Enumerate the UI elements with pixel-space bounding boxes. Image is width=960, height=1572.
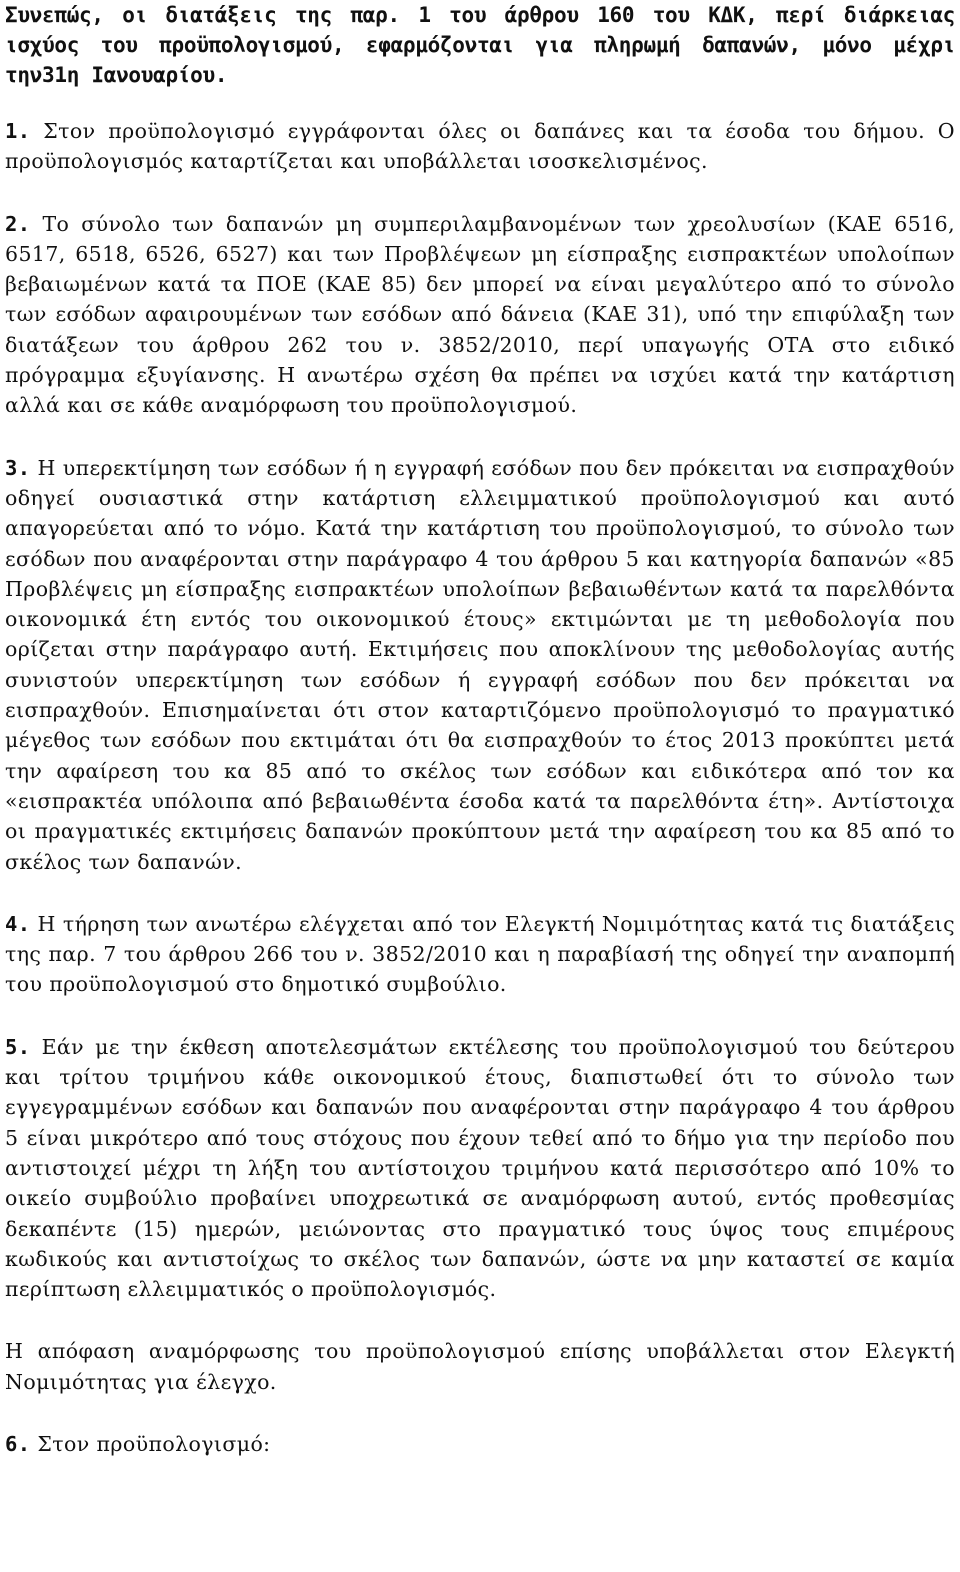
paragraph-6 — [5, 1429, 955, 1459]
spacer — [5, 1397, 955, 1429]
paragraph-4 — [5, 909, 955, 1000]
intro-paragraph: Συνεπώς, οι διατάξεις της παρ. 1 του άρθρου 160 του ΚΔΚ, περί διάρκειας ισχύος του προϋπολογισμού, εφαρμόζονται για πληρωμή δαπανών, μόνο μέχρι την31η Ιανουαρίου. — [5, 3, 955, 87]
paragraph-5 — [5, 1032, 955, 1305]
spacer — [5, 421, 955, 453]
spacer — [5, 1000, 955, 1032]
paragraph-4-text: Η τήρηση των ανωτέρω ελέγχεται από τον Ελεγκτή Νομιμότητας κατά τις διατάξεις της παρ. 7 του άρθρου 266 του ν. 3852/2010 και η παραβίασή της οδηγεί την αναπομπή του προϋπολογισμού στο δημοτικό συμβούλιο. — [5, 911, 955, 997]
paragraph-1 — [5, 116, 955, 177]
paragraph-5-number: 5. — [5, 1034, 31, 1059]
paragraph-5-text: Εάν με την έκθεση αποτελεσμάτων εκτέλεσης του προϋπολογισμού του δεύτερου και τρίτου τριμήνου κάθε οικονομικού έτους, διαπιστωθεί ότι το σύνολο των εγγεγραμμένων εσόδων και δαπανών που αναφέρονται στην παράγραφο 4 του άρθρου 5 είναι μικρότερο από τους στόχους που έχουν τεθεί από το δήμο για την περίοδο που αντιστοιχεί μέχρι τη λήξη του αντίστοιχου τριμήνου κατά περισσότερο από 10% το οικείο συμβούλιο προβαίνει υποχρεωτικά σε αναμόρφωση αυτού, εντός προθεσμίας δεκαπέντε (15) ημερών, μειώνοντας στο πραγματικό τους ύψος τους επιμέρους κωδικούς και αντιστοίχως το σκέλος των δαπανών, ώστε να μην καταστεί σε καμία περίπτωση ελλειμματικός ο προϋπολογισμός. — [5, 1034, 955, 1302]
spacer — [5, 1304, 955, 1336]
paragraph-3-text: Η υπερεκτίμηση των εσόδων ή η εγγραφή εσόδων που δεν πρόκειται να εισπραχθούν οδηγεί ουσιαστικά στην κατάρτιση ελλειμματικού προϋπολογισμού και αυτό απαγορεύεται από το νόμο. Κατά την κατάρτιση του προϋπολογισμού, το σύνολο των εσόδων που αναφέρονται στην παράγραφο 4 του άρθρου 5 και κατηγορία δαπανών «85 Προβλέψεις μη είσπραξης εισπρακτέων υπολοίπων βεβαιωθέντων κατά τα παρελθόντα οικονομικά έτη εντός του οικονομικού έτους» εκτιμώνται με τη μεθοδολογία που ορίζεται στην παράγραφο αυτή. Εκτιμήσεις που αποκλίνουν της μεθοδολογίας αυτής συνιστούν υπερεκτίμηση των εσόδων ή εγγραφή εσόδων που δεν πρόκειται να εισπραχθούν. Επισημαίνεται ότι στον καταρτιζόμενο προϋπολογισμό το πραγματικό μέγεθος των εσόδων που εκτιμάται ότι θα εισπραχθούν το έτος 2013 προκύπτει μετά την αφαίρεση του κα 85 από το σκέλος των εσόδων και ειδικότερα από τον κα «εισπρακτέα υπόλοιπα από βεβαιωθέντα έσοδα κατά τα παρελθόντα έτη». Αντίστοιχα οι πραγματικές εκτιμήσεις δαπανών προκύπτουν μετά την αφαίρεση του κα 85 από το σκέλος των δαπανών. — [5, 455, 955, 874]
closing-paragraph: Η απόφαση αναμόρφωσης του προϋπολογισμού επίσης υποβάλλεται στον Ελεγκτή Νομιμότητας για έλεγχο. — [5, 1339, 955, 1394]
spacer — [5, 90, 955, 116]
paragraph-6-number: 6. — [5, 1431, 31, 1456]
paragraph-2 — [5, 209, 955, 421]
paragraph-1-text: Στον προϋπολογισμό εγγράφονται όλες οι δαπάνες και τα έσοδα του δήμου. Ο προϋπολογισμός καταρτίζεται και υποβάλλεται ισοσκελισμένος. — [5, 119, 955, 174]
spacer — [5, 177, 955, 209]
spacer — [5, 877, 955, 909]
paragraph-6-text: Στον προϋπολογισμό: — [30, 1431, 271, 1456]
paragraph-2-number: 2. — [5, 211, 31, 236]
paragraph-4-number: 4. — [5, 911, 31, 936]
paragraph-3 — [5, 453, 955, 877]
paragraph-3-number: 3. — [5, 455, 31, 480]
paragraph-1-number: 1. — [5, 119, 31, 143]
paragraph-2-text: Το σύνολο των δαπανών μη συμπεριλαμβανομένων των χρεολυσίων (ΚΑΕ 6516, 6517, 6518, 6526, 6527) και των Προβλέψεων μη είσπραξης εισπρακτέων υπολοίπων βεβαιωμένων κατά τα ΠΟΕ (ΚΑΕ 85) δεν μπορεί να είναι μεγαλύτερο από το σύνολο των εσόδων αφαιρουμένων των εσόδων από δάνεια (ΚΑΕ 31), υπό την επιφύλαξη των διατάξεων του άρθρου 262 του ν. 3852/2010, περί υπαγωγής ΟΤΑ στο ειδικό πρόγραμμα εξυγίανσης. Η ανωτέρω σχέση θα πρέπει να ισχύει κατά την κατάρτιση αλλά και σε κάθε αναμόρφωση του προϋπολογισμού. — [5, 211, 955, 418]
